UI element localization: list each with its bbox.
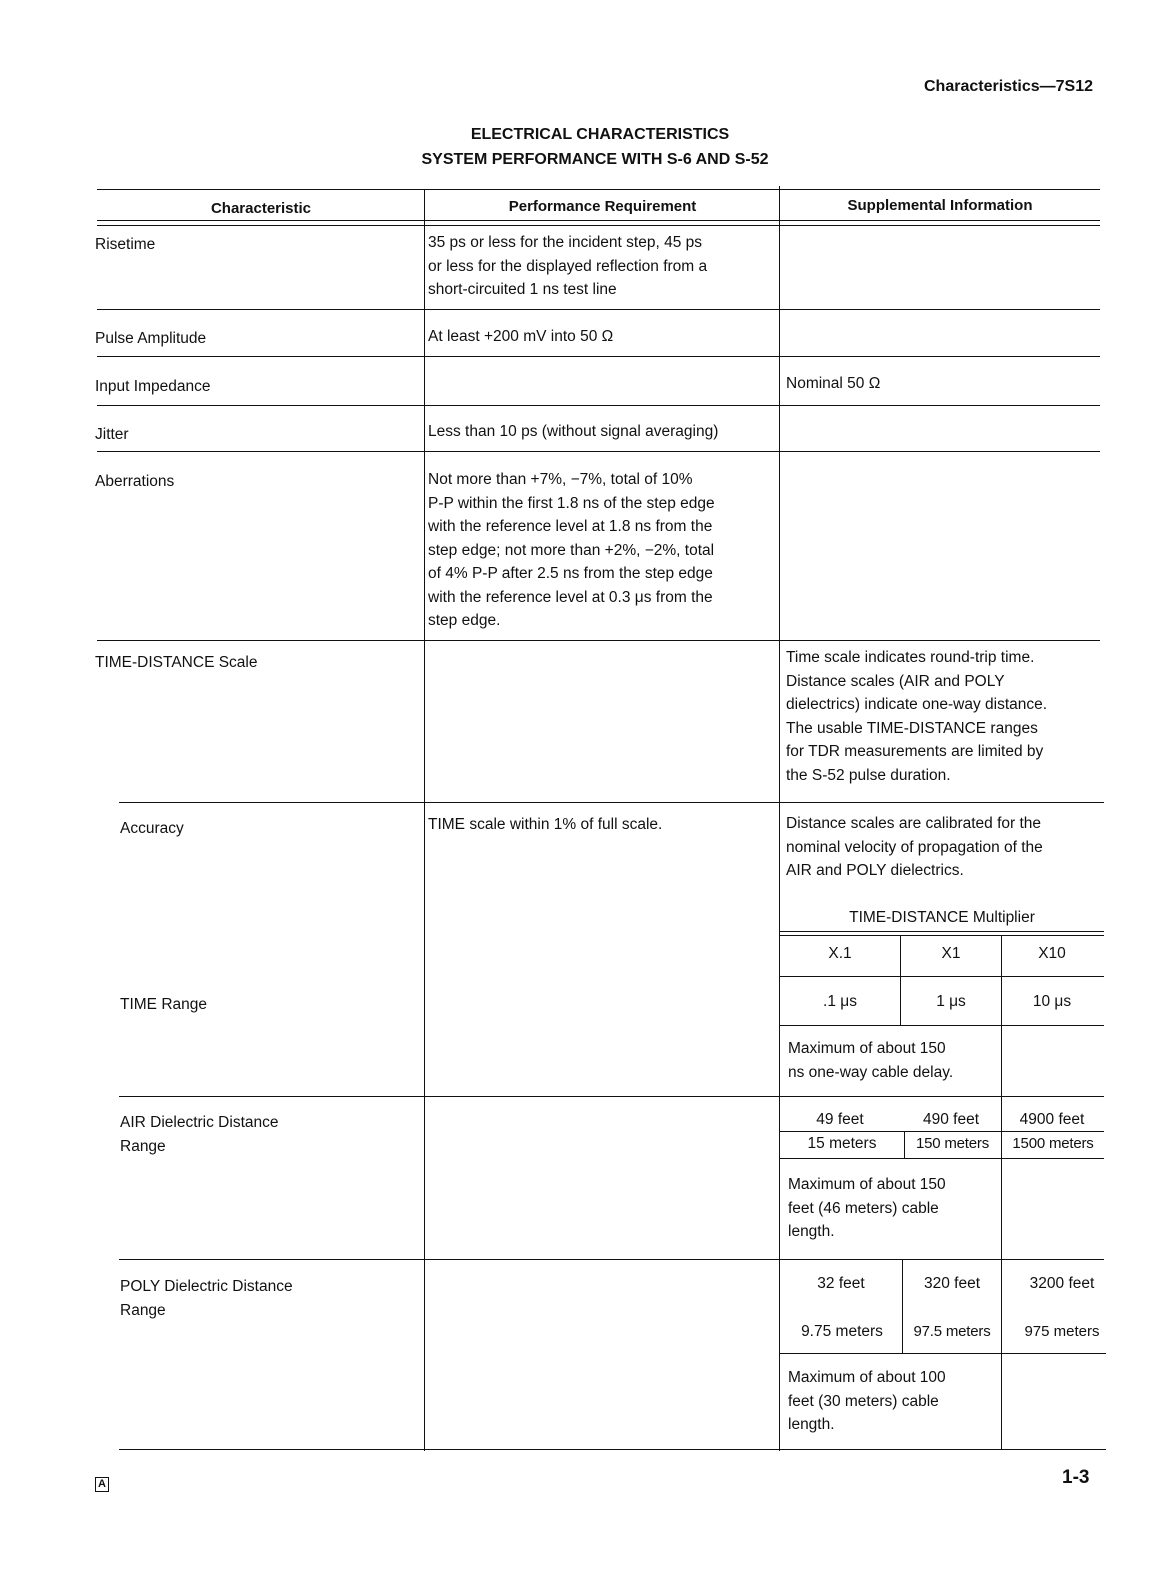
sub-rule <box>780 1158 1104 1159</box>
row-rule <box>97 451 1100 452</box>
jitter-performance: Less than 10 ps (without signal averaging) <box>428 423 719 440</box>
row-name-pulse-amplitude: Pulse Amplitude <box>95 330 207 347</box>
poly-range-note: Maximum of about 100 feet (30 meters) cable length. <box>788 1369 946 1433</box>
air-range-feet: 4900 feet <box>1019 1111 1085 1128</box>
row-name-accuracy: Accuracy <box>120 820 184 837</box>
row-rule <box>97 405 1100 406</box>
table-bottom-rule <box>119 1449 1106 1450</box>
header-rule-1 <box>97 220 1100 221</box>
time-range-value: .1 μs <box>823 993 857 1010</box>
time-range-value: 1 μs <box>936 993 966 1010</box>
multiplier-rule-1 <box>780 931 1104 932</box>
air-range-feet: 490 feet <box>922 1111 980 1128</box>
row-name-input-impedance: Input Impedance <box>95 378 211 395</box>
sub-rule <box>780 976 1104 977</box>
time-distance-supplemental: Time scale indicates round-trip time. Distance scales (AIR and POLY dielectrics) indicate one-way distance. The usable TIME-DISTANCE ranges for TDR measurements are limited by the S-52 pulse duration. <box>786 649 1048 784</box>
poly-range-meters: 975 meters <box>1024 1323 1100 1340</box>
column-header-characteristic: Characteristic <box>210 200 312 217</box>
row-name-time-distance-scale: TIME-DISTANCE Scale <box>95 654 258 671</box>
multiplier-label: TIME-DISTANCE Multiplier <box>849 909 1035 926</box>
header-rule-2 <box>97 225 1100 226</box>
accuracy-performance: TIME scale within 1% of full scale. <box>428 816 663 833</box>
time-range-note: Maximum of about 150 ns one-way cable delay. <box>788 1040 954 1081</box>
multiplier-x10: X10 <box>1038 945 1066 962</box>
row-name-risetime: Risetime <box>95 236 156 253</box>
sub-rule <box>780 1353 1106 1354</box>
running-title: Characteristics—7S12 <box>924 78 1093 95</box>
page-number: 1-3 <box>1062 1467 1090 1488</box>
multiplier-x1: X1 <box>941 945 961 962</box>
row-rule <box>119 1096 1104 1097</box>
row-rule <box>97 640 1100 641</box>
row-name-jitter: Jitter <box>95 426 129 443</box>
multiplier-x01: X.1 <box>828 945 852 962</box>
row-name-time-range: TIME Range <box>120 996 208 1013</box>
row-rule <box>97 309 1100 310</box>
row-rule <box>97 356 1100 357</box>
air-range-feet: 49 feet <box>816 1111 864 1128</box>
poly-range-feet: 320 feet <box>923 1275 981 1292</box>
doc-title-line2: SYSTEM PERFORMANCE WITH S-6 AND S-52 <box>421 151 769 168</box>
multiplier-rule-2 <box>780 935 1104 936</box>
accuracy-supplemental: Distance scales are calibrated for the nominal velocity of propagation of the AIR and POLY dielectrics. <box>786 815 1043 879</box>
column-divider-2 <box>779 186 780 1451</box>
row-rule <box>119 1259 1104 1260</box>
air-range-meters: 1500 meters <box>1012 1135 1094 1152</box>
poly-range-meters: 97.5 meters <box>913 1323 991 1340</box>
air-range-note: Maximum of about 150 feet (46 meters) cable length. <box>788 1176 946 1240</box>
row-name-aberrations: Aberrations <box>95 473 175 490</box>
column-header-performance: Performance Requirement <box>508 198 697 215</box>
column-header-supplemental: Supplemental Information <box>847 197 1033 214</box>
row-name-air-range: AIR Dielectric Distance Range <box>120 1114 279 1155</box>
column-divider-1 <box>424 189 425 1451</box>
row-rule <box>119 802 1104 803</box>
risetime-performance: 35 ps or less for the incident step, 45 ps or less for the displayed reflection from a short-circuited 1 ns test line <box>428 234 708 298</box>
revision-mark: A <box>95 1477 109 1492</box>
sub-rule <box>780 1025 1104 1026</box>
pulse-amplitude-performance: At least +200 mV into 50 Ω <box>428 328 614 345</box>
input-impedance-supplemental: Nominal 50 Ω <box>786 375 881 392</box>
poly-range-meters: 9.75 meters <box>801 1323 883 1340</box>
poly-range-feet: 32 feet <box>817 1275 865 1292</box>
aberrations-performance: Not more than +7%, −7%, total of 10% P-P within the first 1.8 ns of the step edge with the reference level at 1.8 ns from the step edge; not more than +2%, −2%, total of 4% P-P after 2.5 ns from the step edge with the reference level at 0.3 μs from the step edge. <box>428 471 715 629</box>
air-range-meters: 15 meters <box>807 1135 877 1152</box>
time-range-value: 10 μs <box>1032 993 1072 1010</box>
poly-range-feet: 3200 feet <box>1029 1275 1095 1292</box>
table-top-rule <box>97 189 1100 190</box>
air-range-meters: 150 meters <box>915 1135 990 1152</box>
doc-title-line1: ELECTRICAL CHARACTERISTICS <box>470 126 730 143</box>
row-name-poly-range: POLY Dielectric Distance Range <box>120 1278 293 1319</box>
